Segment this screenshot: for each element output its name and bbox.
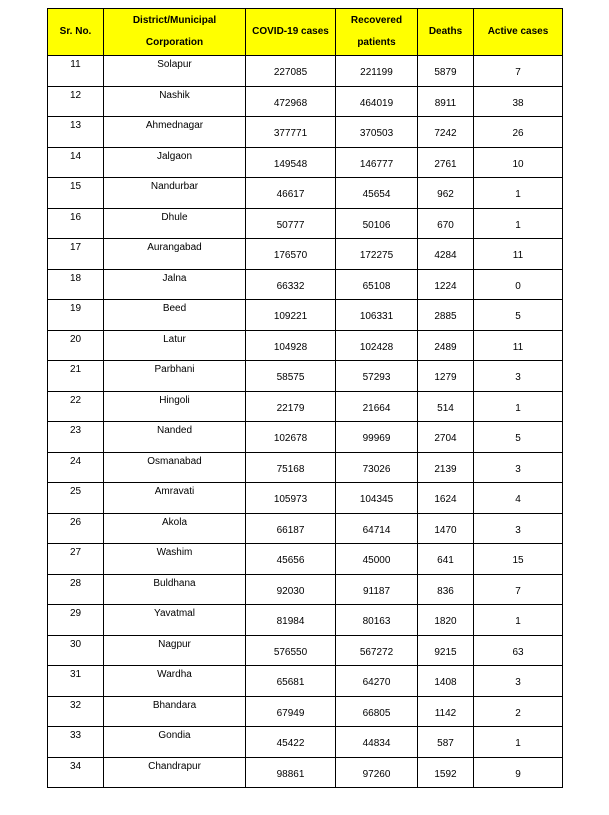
table-row <box>48 544 563 575</box>
cell-active-cases: 1 <box>474 391 563 422</box>
cell-sr-no: 15 <box>48 178 104 209</box>
cell-active-cases: 11 <box>474 330 563 361</box>
cell-covid-cases: 81984 <box>246 605 336 636</box>
table-row <box>48 696 563 727</box>
cell-sr-no: 19 <box>48 300 104 331</box>
table-row <box>48 330 563 361</box>
cell-covid-cases: 102678 <box>246 422 336 453</box>
cell-active-cases: 1 <box>474 605 563 636</box>
cell-district: Nashik <box>104 86 246 117</box>
cell-covid-cases: 227085 <box>246 56 336 87</box>
cell-recovered: 45654 <box>336 178 418 209</box>
cell-active-cases: 9 <box>474 757 563 788</box>
cell-sr-no: 12 <box>48 86 104 117</box>
cell-covid-cases: 22179 <box>246 391 336 422</box>
cell-district: Hingoli <box>104 391 246 422</box>
cell-district: Osmanabad <box>104 452 246 483</box>
cell-district: Nanded <box>104 422 246 453</box>
cell-covid-cases: 576550 <box>246 635 336 666</box>
cell-active-cases: 10 <box>474 147 563 178</box>
cell-covid-cases: 92030 <box>246 574 336 605</box>
cell-sr-no: 18 <box>48 269 104 300</box>
cell-covid-cases: 472968 <box>246 86 336 117</box>
cell-district: Buldhana <box>104 574 246 605</box>
cell-covid-cases: 65681 <box>246 666 336 697</box>
table-row <box>48 300 563 331</box>
cell-deaths: 9215 <box>418 635 474 666</box>
cell-sr-no: 21 <box>48 361 104 392</box>
cell-sr-no: 25 <box>48 483 104 514</box>
cell-covid-cases: 66187 <box>246 513 336 544</box>
cell-sr-no: 20 <box>48 330 104 361</box>
cell-district: Washim <box>104 544 246 575</box>
cell-recovered: 45000 <box>336 544 418 575</box>
cell-district: Bhandara <box>104 696 246 727</box>
cell-active-cases: 5 <box>474 422 563 453</box>
cell-active-cases: 11 <box>474 239 563 270</box>
cell-recovered: 567272 <box>336 635 418 666</box>
cell-sr-no: 31 <box>48 666 104 697</box>
cell-recovered: 464019 <box>336 86 418 117</box>
cell-recovered: 146777 <box>336 147 418 178</box>
cell-covid-cases: 75168 <box>246 452 336 483</box>
cell-deaths: 587 <box>418 727 474 758</box>
cell-active-cases: 7 <box>474 574 563 605</box>
cell-active-cases: 3 <box>474 361 563 392</box>
cell-sr-no: 26 <box>48 513 104 544</box>
cell-covid-cases: 149548 <box>246 147 336 178</box>
cell-district: Amravati <box>104 483 246 514</box>
table-row <box>48 208 563 239</box>
cell-sr-no: 29 <box>48 605 104 636</box>
header-recovered: Recovered patients <box>336 9 418 56</box>
table-row <box>48 117 563 148</box>
cell-deaths: 1224 <box>418 269 474 300</box>
cell-recovered: 64270 <box>336 666 418 697</box>
table-row <box>48 666 563 697</box>
cell-covid-cases: 46617 <box>246 178 336 209</box>
cell-district: Aurangabad <box>104 239 246 270</box>
cell-district: Nandurbar <box>104 178 246 209</box>
table-row <box>48 483 563 514</box>
cell-district: Chandrapur <box>104 757 246 788</box>
cell-deaths: 670 <box>418 208 474 239</box>
cell-covid-cases: 58575 <box>246 361 336 392</box>
cell-deaths: 1279 <box>418 361 474 392</box>
table-body <box>48 56 563 788</box>
cell-active-cases: 2 <box>474 696 563 727</box>
cell-deaths: 1820 <box>418 605 474 636</box>
cell-recovered: 221199 <box>336 56 418 87</box>
cell-deaths: 1592 <box>418 757 474 788</box>
table-row <box>48 452 563 483</box>
cell-recovered: 73026 <box>336 452 418 483</box>
cell-covid-cases: 105973 <box>246 483 336 514</box>
cell-recovered: 99969 <box>336 422 418 453</box>
cell-deaths: 1142 <box>418 696 474 727</box>
cell-sr-no: 22 <box>48 391 104 422</box>
cell-deaths: 1470 <box>418 513 474 544</box>
cell-active-cases: 38 <box>474 86 563 117</box>
table-row <box>48 239 563 270</box>
cell-deaths: 2704 <box>418 422 474 453</box>
table-row <box>48 147 563 178</box>
cell-district: Akola <box>104 513 246 544</box>
table-row <box>48 422 563 453</box>
table-row <box>48 56 563 87</box>
cell-sr-no: 33 <box>48 727 104 758</box>
cell-deaths: 4284 <box>418 239 474 270</box>
table-row <box>48 269 563 300</box>
cell-deaths: 2139 <box>418 452 474 483</box>
cell-district: Wardha <box>104 666 246 697</box>
cell-recovered: 44834 <box>336 727 418 758</box>
cell-active-cases: 3 <box>474 666 563 697</box>
cell-district: Beed <box>104 300 246 331</box>
cell-deaths: 2761 <box>418 147 474 178</box>
cell-covid-cases: 50777 <box>246 208 336 239</box>
cell-covid-cases: 104928 <box>246 330 336 361</box>
cell-deaths: 514 <box>418 391 474 422</box>
cell-sr-no: 11 <box>48 56 104 87</box>
cell-deaths: 1408 <box>418 666 474 697</box>
cell-deaths: 1624 <box>418 483 474 514</box>
cell-district: Dhule <box>104 208 246 239</box>
cell-recovered: 106331 <box>336 300 418 331</box>
cell-sr-no: 24 <box>48 452 104 483</box>
table-row <box>48 513 563 544</box>
table-row <box>48 361 563 392</box>
table-row <box>48 635 563 666</box>
cell-deaths: 7242 <box>418 117 474 148</box>
cell-district: Yavatmal <box>104 605 246 636</box>
cell-recovered: 21664 <box>336 391 418 422</box>
cell-recovered: 370503 <box>336 117 418 148</box>
cell-deaths: 641 <box>418 544 474 575</box>
cell-recovered: 97260 <box>336 757 418 788</box>
cell-sr-no: 30 <box>48 635 104 666</box>
cell-recovered: 66805 <box>336 696 418 727</box>
cell-sr-no: 32 <box>48 696 104 727</box>
table-header-row <box>48 9 563 56</box>
cell-covid-cases: 377771 <box>246 117 336 148</box>
cell-recovered: 57293 <box>336 361 418 392</box>
cell-sr-no: 17 <box>48 239 104 270</box>
cell-deaths: 5879 <box>418 56 474 87</box>
cell-district: Nagpur <box>104 635 246 666</box>
header-active-cases: Active cases <box>474 9 563 56</box>
cell-district: Solapur <box>104 56 246 87</box>
table-row <box>48 86 563 117</box>
table-row <box>48 757 563 788</box>
cell-deaths: 836 <box>418 574 474 605</box>
cell-recovered: 65108 <box>336 269 418 300</box>
cell-district: Jalna <box>104 269 246 300</box>
cell-covid-cases: 109221 <box>246 300 336 331</box>
header-covid-cases: COVID-19 cases <box>246 9 336 56</box>
cell-recovered: 50106 <box>336 208 418 239</box>
cell-active-cases: 63 <box>474 635 563 666</box>
cell-sr-no: 13 <box>48 117 104 148</box>
cell-sr-no: 23 <box>48 422 104 453</box>
cell-covid-cases: 66332 <box>246 269 336 300</box>
cell-deaths: 2885 <box>418 300 474 331</box>
cell-active-cases: 3 <box>474 513 563 544</box>
cell-sr-no: 27 <box>48 544 104 575</box>
cell-active-cases: 1 <box>474 727 563 758</box>
cell-active-cases: 4 <box>474 483 563 514</box>
cell-district: Latur <box>104 330 246 361</box>
table-row <box>48 605 563 636</box>
cell-active-cases: 1 <box>474 178 563 209</box>
cell-recovered: 91187 <box>336 574 418 605</box>
cell-active-cases: 3 <box>474 452 563 483</box>
cell-covid-cases: 45656 <box>246 544 336 575</box>
cell-covid-cases: 98861 <box>246 757 336 788</box>
cell-active-cases: 5 <box>474 300 563 331</box>
covid-district-table <box>47 8 563 788</box>
table-row <box>48 574 563 605</box>
cell-active-cases: 26 <box>474 117 563 148</box>
cell-covid-cases: 176570 <box>246 239 336 270</box>
table-row <box>48 178 563 209</box>
cell-recovered: 104345 <box>336 483 418 514</box>
cell-deaths: 2489 <box>418 330 474 361</box>
cell-district: Gondia <box>104 727 246 758</box>
cell-recovered: 172275 <box>336 239 418 270</box>
cell-covid-cases: 67949 <box>246 696 336 727</box>
cell-district: Parbhani <box>104 361 246 392</box>
cell-district: Ahmednagar <box>104 117 246 148</box>
cell-active-cases: 7 <box>474 56 563 87</box>
table-row <box>48 727 563 758</box>
cell-active-cases: 15 <box>474 544 563 575</box>
header-district: District/Municipal Corporation <box>104 9 246 56</box>
cell-sr-no: 16 <box>48 208 104 239</box>
cell-active-cases: 0 <box>474 269 563 300</box>
cell-sr-no: 14 <box>48 147 104 178</box>
header-deaths: Deaths <box>418 9 474 56</box>
cell-deaths: 962 <box>418 178 474 209</box>
cell-recovered: 102428 <box>336 330 418 361</box>
cell-sr-no: 28 <box>48 574 104 605</box>
cell-sr-no: 34 <box>48 757 104 788</box>
cell-deaths: 8911 <box>418 86 474 117</box>
cell-recovered: 80163 <box>336 605 418 636</box>
header-sr-no: Sr. No. <box>48 9 104 56</box>
cell-active-cases: 1 <box>474 208 563 239</box>
cell-recovered: 64714 <box>336 513 418 544</box>
cell-covid-cases: 45422 <box>246 727 336 758</box>
table-row <box>48 391 563 422</box>
cell-district: Jalgaon <box>104 147 246 178</box>
